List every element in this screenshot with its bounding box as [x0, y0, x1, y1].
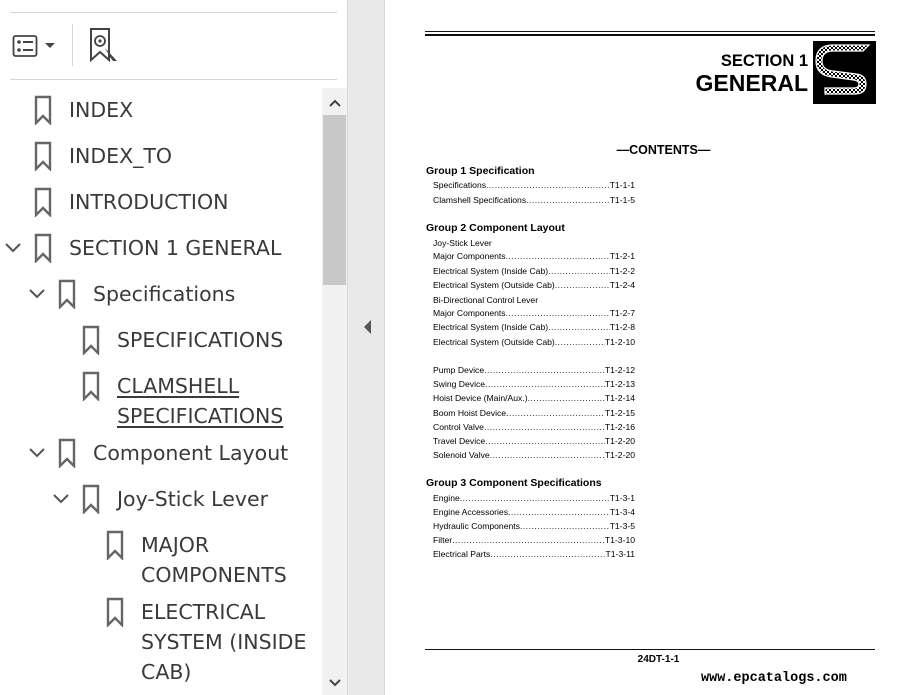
scroll-thumb[interactable] — [323, 115, 346, 285]
bookmark-joy-stick-lever[interactable] — [0, 484, 322, 514]
toc-title: Engine — [433, 493, 460, 503]
scroll-up-button[interactable] — [322, 92, 347, 114]
chevron-down-icon[interactable] — [28, 288, 46, 300]
bookmark-options-button[interactable] — [8, 30, 60, 62]
bookmark-index[interactable] — [0, 95, 322, 125]
chevron-up-icon — [328, 98, 342, 108]
bookmark-label: INDEX_TO — [69, 144, 173, 168]
toc-title: Clamshell Specifications — [433, 195, 527, 205]
toc-entry[interactable] — [433, 450, 635, 462]
header-rule-thin — [425, 31, 875, 32]
bookmark-major-components[interactable] — [0, 530, 322, 590]
bookmark-label: Component Layout — [93, 441, 289, 465]
toc-page: T1-3-5 — [609, 521, 635, 531]
bookmark-specifications-group[interactable] — [0, 279, 322, 309]
toc-entry[interactable] — [433, 408, 635, 420]
toc-title: Electrical System (Inside Cab) — [433, 322, 549, 332]
document-page — [385, 0, 912, 695]
toc-title: Engine Accessories — [433, 507, 508, 517]
bookmark-icon — [58, 438, 76, 468]
toolbar-separator — [72, 24, 73, 66]
bookmark-component-layout[interactable] — [0, 438, 322, 468]
toc-entry[interactable] — [433, 535, 635, 547]
toolbar-top-divider — [10, 12, 337, 13]
bookmarks-panel — [0, 0, 347, 695]
bookmark-specifications[interactable] — [0, 325, 322, 355]
toc-title: Travel Device — [433, 436, 486, 446]
find-bookmark-button[interactable] — [84, 26, 122, 64]
toc-entry[interactable] — [433, 365, 635, 377]
group1-title: Group 1 Specification — [426, 165, 535, 177]
bookmark-search-icon — [86, 27, 120, 63]
bookmark-icon — [34, 187, 52, 217]
toc-page: T1-3-10 — [604, 535, 635, 545]
toc-title: Boom Hoist Device — [433, 408, 507, 418]
toc-page: T1-2-12 — [604, 365, 635, 375]
chevron-down-icon[interactable] — [4, 242, 22, 254]
collapse-panel-icon[interactable] — [362, 318, 372, 336]
header-rule-thick — [425, 34, 875, 36]
page-footer-code: 24DT-1-1 — [637, 654, 680, 665]
bookmark-label-line3: CAB) — [141, 660, 192, 684]
bookmark-clamshell-specifications[interactable] — [0, 371, 322, 431]
watermark-text: www.epcatalogs.com — [701, 671, 847, 686]
section-name: GENERAL — [695, 70, 808, 96]
toc-title: Control Valve — [433, 422, 484, 432]
list-options-icon — [12, 34, 42, 58]
chevron-down-icon — [44, 42, 56, 50]
section-title — [696, 52, 808, 96]
footer-rule — [425, 649, 875, 650]
toc-page: T1-2-4 — [609, 280, 635, 290]
toc-title: Solenoid Valve — [433, 450, 490, 460]
toc-entry[interactable] — [433, 337, 635, 349]
toolbar-bottom-divider — [10, 79, 337, 80]
toc-page: T1-3-11 — [605, 549, 635, 559]
toc-page: T1-3-1 — [609, 493, 635, 503]
toc-title: Electrical System (Outside Cab) — [433, 337, 555, 347]
toc-title: Electrical System (Inside Cab) — [433, 266, 549, 276]
bookmark-label: SPECIFICATIONS — [117, 328, 284, 352]
toc-entry[interactable] — [433, 280, 635, 292]
bookmark-icon — [82, 371, 100, 401]
bookmark-label-line2: SPECIFICATIONS — [117, 404, 284, 428]
chevron-down-icon — [328, 678, 342, 688]
toc-entry[interactable] — [433, 549, 635, 561]
joystick-heading: Joy-Stick Lever — [433, 238, 492, 248]
toc-entry[interactable] — [433, 507, 635, 519]
bookmark-electrical-system-inside-cab[interactable] — [0, 597, 322, 687]
toc-page: T1-2-7 — [609, 308, 635, 318]
bookmark-introduction[interactable] — [0, 187, 322, 217]
toc-entry[interactable] — [433, 251, 635, 263]
toc-page: T1-2-8 — [609, 322, 635, 332]
bookmark-label: Specifications — [93, 282, 236, 306]
toc-page: T1-1-1 — [609, 180, 635, 190]
bookmark-icon — [58, 279, 76, 309]
group2-title: Group 2 Component Layout — [426, 222, 565, 234]
toc-page: T1-2-16 — [604, 422, 635, 432]
toc-title: Hoist Device (Main/Aux.) — [433, 393, 528, 403]
toc-page: T1-2-10 — [604, 337, 635, 347]
toc-entry[interactable] — [433, 493, 635, 505]
toc-title: Electrical System (Outside Cab) — [433, 280, 555, 290]
toc-title: Filter — [433, 535, 453, 545]
bookmark-label-line2: COMPONENTS — [141, 563, 287, 587]
toc-entry[interactable] — [433, 308, 635, 320]
bookmark-icon — [82, 484, 100, 514]
toc-entry[interactable] — [433, 521, 635, 533]
toc-entry[interactable] — [433, 322, 635, 334]
toc-entry[interactable] — [433, 180, 635, 192]
bookmark-label: INTRODUCTION — [69, 190, 229, 214]
s-logo-icon — [813, 41, 876, 104]
bookmarks-scrollbar[interactable] — [322, 88, 347, 695]
toc-title: Swing Device — [433, 379, 486, 389]
toc-entry[interactable] — [433, 266, 635, 278]
bookmark-icon — [34, 95, 52, 125]
toc-entry[interactable] — [433, 422, 635, 434]
bookmark-section-1-general[interactable] — [0, 233, 322, 263]
toc-page: T1-3-4 — [609, 507, 635, 517]
bookmark-label: SECTION 1 GENERAL — [69, 236, 282, 260]
toc-title: Hydraulic Components — [433, 521, 520, 531]
toc-entry[interactable] — [433, 436, 635, 448]
toc-page: T1-2-20 — [604, 436, 635, 446]
chevron-down-icon[interactable] — [52, 493, 70, 505]
bookmark-index-to[interactable] — [0, 141, 322, 171]
bookmark-label: ELECTRICAL — [141, 600, 266, 624]
toc-page: T1-2-1 — [609, 251, 635, 261]
chevron-down-icon[interactable] — [28, 447, 46, 459]
toc-page: T1-2-20 — [604, 450, 635, 460]
toc-page: T1-2-14 — [604, 393, 635, 403]
section-number: SECTION 1 — [720, 52, 808, 70]
scroll-down-button[interactable] — [322, 672, 347, 694]
toc-page: T1-1-5 — [609, 195, 635, 205]
bookmark-icon — [106, 530, 124, 560]
toc-title: Electrical Parts — [433, 549, 491, 559]
toc-entry[interactable] — [433, 379, 635, 391]
toc-page: T1-2-13 — [604, 379, 635, 389]
bookmark-tree — [0, 88, 322, 695]
toc-title: Pump Device — [433, 365, 485, 375]
bookmark-icon — [34, 233, 52, 263]
bookmark-icon — [106, 597, 124, 627]
toc-title: Major Components — [433, 308, 506, 318]
bookmark-icon — [82, 325, 100, 355]
toc-page: T1-2-15 — [604, 408, 635, 418]
section-logo — [813, 41, 876, 104]
toc-entry[interactable] — [433, 195, 635, 207]
toc-entry[interactable] — [433, 393, 635, 405]
bookmarks-toolbar — [0, 0, 347, 80]
bookmark-label: INDEX — [69, 98, 134, 122]
bookmark-label: CLAMSHELL — [117, 374, 240, 398]
contents-heading: —CONTENTS— — [616, 143, 711, 157]
bookmark-icon — [34, 141, 52, 171]
group3-title: Group 3 Component Specifications — [426, 477, 602, 489]
toc-page: T1-2-2 — [609, 266, 635, 276]
bookmark-label: MAJOR — [141, 533, 210, 557]
toc-title: Major Components — [433, 251, 506, 261]
toc-title: Specifications — [433, 180, 487, 190]
bookmark-label: Joy-Stick Lever — [117, 487, 269, 511]
bidirectional-heading: Bi-Directional Control Lever — [433, 295, 539, 305]
bookmark-label-line2: SYSTEM (INSIDE — [141, 630, 307, 654]
panel-splitter[interactable] — [347, 0, 385, 695]
